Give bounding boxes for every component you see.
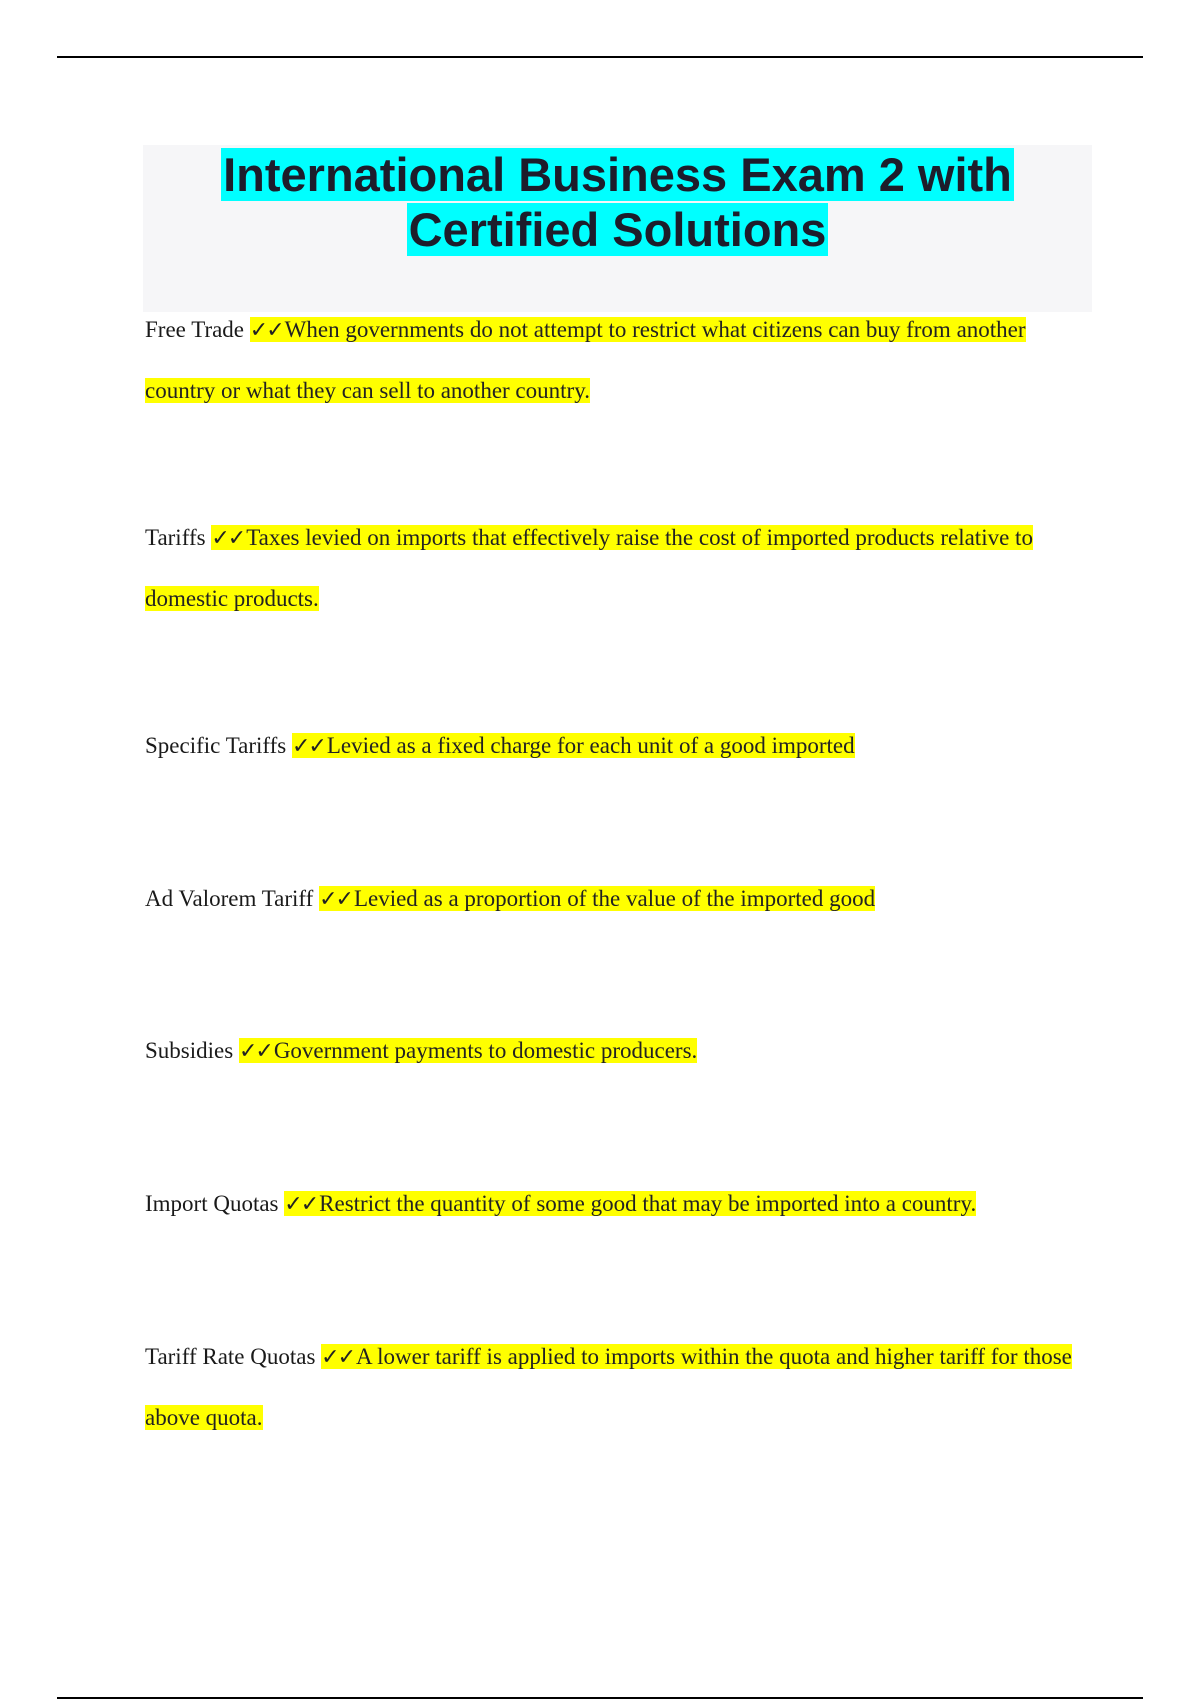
double-check-icon: ✓✓ bbox=[319, 887, 352, 912]
double-check-icon: ✓✓ bbox=[249, 318, 283, 343]
entry-definition bbox=[145, 525, 1033, 611]
entry-definition bbox=[239, 1038, 697, 1063]
entry-term: Import Quotas bbox=[145, 1191, 279, 1216]
entry-tariffs bbox=[145, 508, 1095, 629]
entry-definition bbox=[284, 1191, 976, 1216]
entry-definition bbox=[145, 317, 1026, 403]
entry-subsidies bbox=[145, 1021, 1095, 1082]
entry-definition-text: Government payments to domestic producers. bbox=[273, 1038, 698, 1063]
double-check-icon: ✓✓ bbox=[284, 1192, 318, 1217]
entry-definition-text: When governments do not attempt to restrict what citizens can buy from another country or what they can sell to another country. bbox=[145, 317, 1026, 403]
entry-definition-text: Restrict the quantity of some good that may be imported into a country. bbox=[319, 1191, 977, 1216]
top-rule bbox=[57, 56, 1143, 58]
page-title-line-1: International Business Exam 2 with bbox=[223, 148, 1012, 201]
entry-term: Tariff Rate Quotas bbox=[145, 1344, 316, 1369]
entry-definition bbox=[292, 733, 855, 758]
entry-definition-text: Levied as a fixed charge for each unit of a good imported bbox=[326, 733, 855, 758]
entry-term: Free Trade bbox=[145, 317, 245, 342]
entry-definition-text: Taxes levied on imports that effectively raise the cost of imported products relative to domestic products. bbox=[145, 525, 1033, 611]
entry-free-trade bbox=[145, 300, 1095, 421]
double-check-icon: ✓✓ bbox=[211, 526, 245, 551]
entry-specific-tariffs bbox=[145, 716, 1095, 777]
entry-term: Specific Tariffs bbox=[145, 733, 287, 758]
entry-tariff-rate-quotas bbox=[145, 1327, 1095, 1448]
page-title-line-2: Certified Solutions bbox=[408, 203, 827, 256]
double-check-icon: ✓✓ bbox=[238, 1039, 272, 1064]
entry-definition-text: Levied as a proportion of the value of the imported good bbox=[353, 886, 876, 911]
entry-term: Subsidies bbox=[145, 1038, 234, 1063]
entry-definition-text: A lower tariff is applied to imports within the quota and higher tariff for those above quota. bbox=[145, 1344, 1072, 1430]
double-check-icon: ✓✓ bbox=[292, 734, 325, 759]
entry-term: Ad Valorem Tariff bbox=[145, 886, 314, 911]
entry-import-quotas bbox=[145, 1174, 1095, 1235]
page-title bbox=[143, 145, 1092, 257]
entry-term: Tariffs bbox=[145, 525, 206, 550]
title-box bbox=[143, 145, 1092, 312]
bottom-rule bbox=[57, 1697, 1143, 1699]
entry-definition bbox=[319, 886, 875, 911]
entry-ad-valorem-tariff bbox=[145, 869, 1095, 930]
double-check-icon: ✓✓ bbox=[321, 1345, 355, 1370]
